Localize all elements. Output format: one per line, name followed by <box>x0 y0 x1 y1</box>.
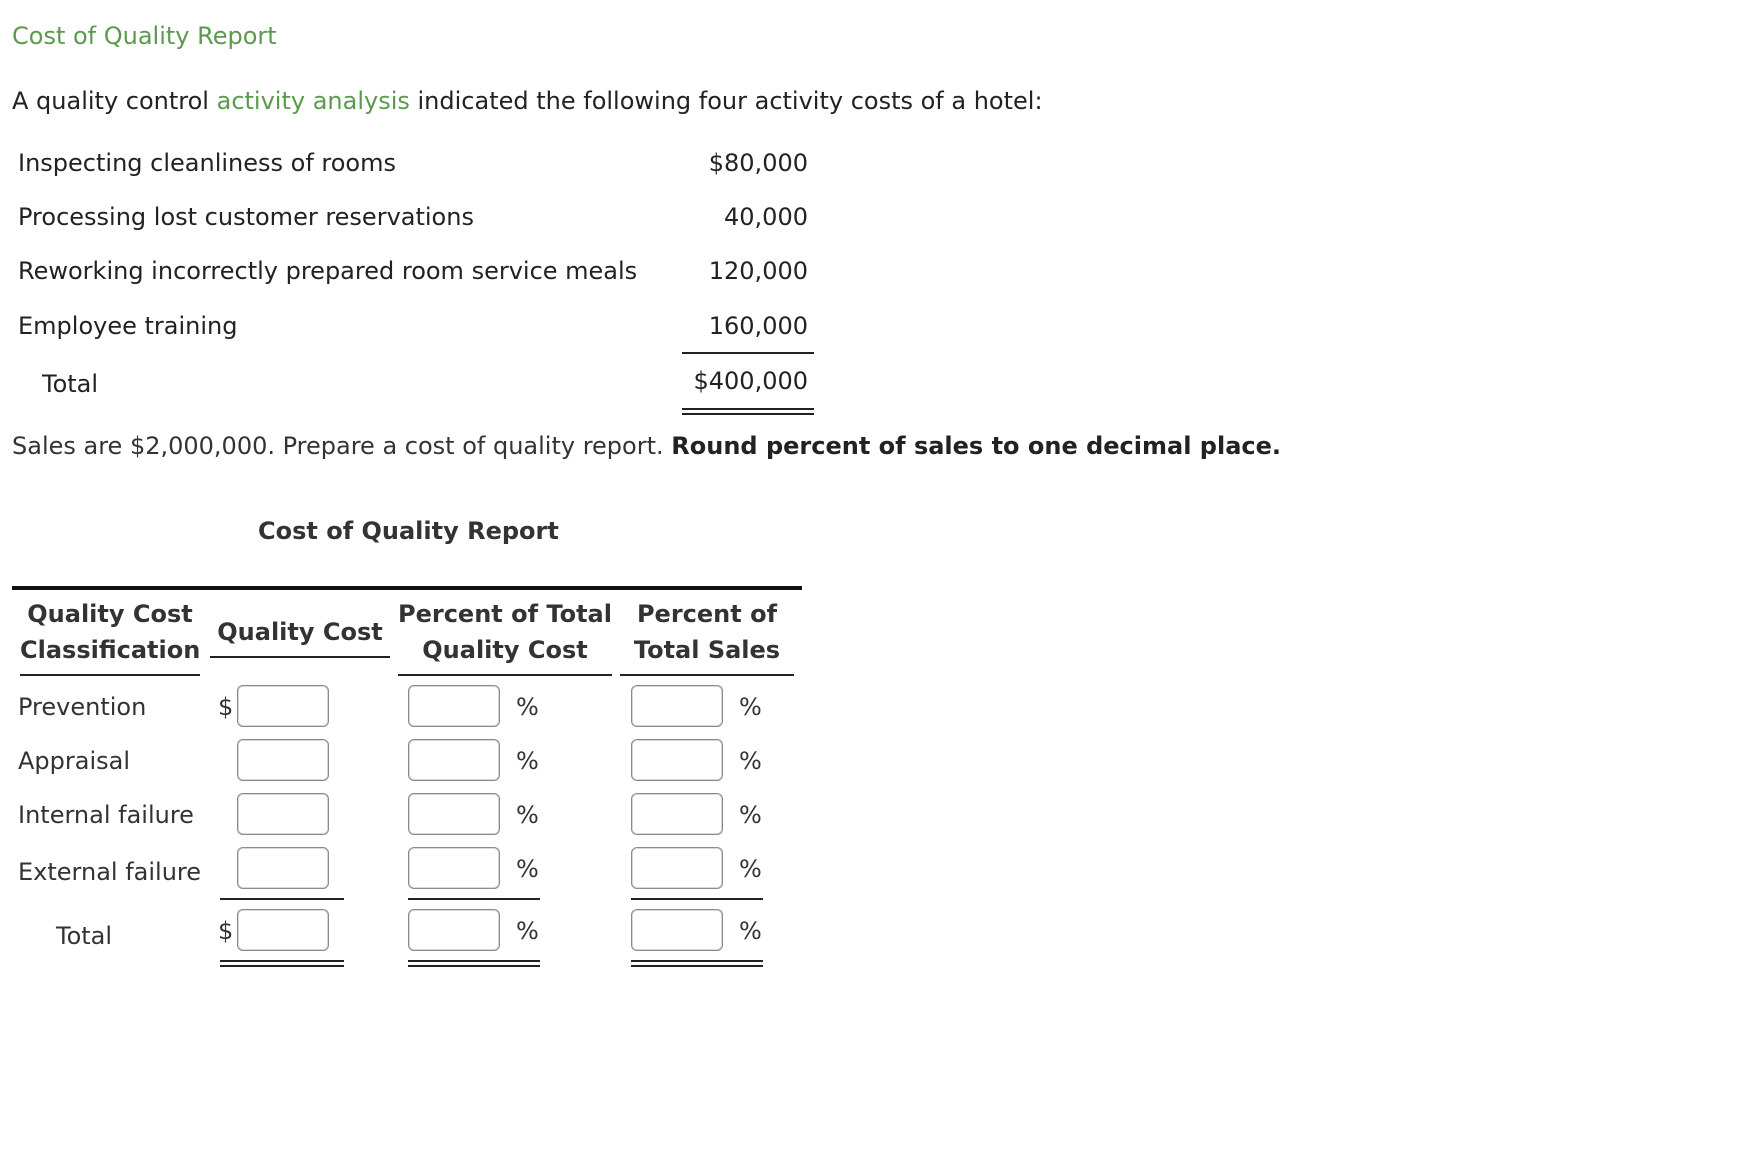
row-label-external-failure: External failure <box>18 858 202 886</box>
header-rule <box>398 674 612 676</box>
percent-symbol: % <box>739 693 762 721</box>
column-subtotal-rule <box>220 898 344 900</box>
percent-symbol: % <box>516 801 539 829</box>
intro-text-after: indicated the following four activity costs of a hotel: <box>409 87 1043 115</box>
currency-symbol: $ <box>218 693 234 721</box>
column-total-double-rule <box>408 960 540 967</box>
header-percent-total-line1: Percent of Total <box>398 600 612 628</box>
total-pct-sales-input[interactable] <box>631 909 723 951</box>
instructions-plain: Sales are $2,000,000. Prepare a cost of quality report. <box>12 432 672 460</box>
header-quality-cost: Quality Cost <box>217 618 383 646</box>
activity-label: Reworking incorrectly prepared room service meals <box>18 257 638 285</box>
external-failure-pct-sales-input[interactable] <box>631 847 723 889</box>
report-top-rule <box>12 586 802 590</box>
header-percent-total-line2: Quality Cost <box>422 636 588 664</box>
currency-symbol: $ <box>218 917 234 945</box>
external-failure-pct-total-input[interactable] <box>408 847 500 889</box>
activity-amount: $80,000 <box>708 149 808 177</box>
prevention-pct-total-input[interactable] <box>408 685 500 727</box>
column-subtotal-rule <box>408 898 540 900</box>
appraisal-quality-cost-input[interactable] <box>237 739 329 781</box>
activity-analysis-link[interactable]: activity analysis <box>216 87 410 115</box>
column-total-double-rule <box>220 960 344 967</box>
internal-failure-quality-cost-input[interactable] <box>237 793 329 835</box>
column-total-double-rule <box>631 960 763 967</box>
activity-amount: 40,000 <box>724 203 808 231</box>
activity-amount: 120,000 <box>708 257 808 285</box>
row-label-appraisal: Appraisal <box>18 747 131 775</box>
header-percent-sales <box>620 596 794 668</box>
total-double-rule <box>682 408 814 415</box>
activity-label: Employee training <box>18 312 238 340</box>
header-classification-line1: Quality Cost <box>27 600 193 628</box>
total-quality-cost-input[interactable] <box>237 909 329 951</box>
appraisal-pct-sales-input[interactable] <box>631 739 723 781</box>
report-title: Cost of Quality Report <box>258 517 559 545</box>
header-rule <box>20 674 200 676</box>
internal-failure-pct-total-input[interactable] <box>408 793 500 835</box>
header-percent-sales-line1: Percent of <box>636 600 778 628</box>
prevention-quality-cost-input[interactable] <box>237 685 329 727</box>
internal-failure-pct-sales-input[interactable] <box>631 793 723 835</box>
column-subtotal-rule <box>631 898 763 900</box>
percent-symbol: % <box>739 747 762 775</box>
activity-amount: 160,000 <box>708 312 808 340</box>
activity-label: Inspecting cleanliness of rooms <box>18 149 396 177</box>
header-percent-sales-line2: Total Sales <box>633 636 781 664</box>
percent-symbol: % <box>739 917 762 945</box>
header-rule <box>620 674 794 676</box>
subtotal-rule <box>682 352 814 354</box>
total-pct-total-input[interactable] <box>408 909 500 951</box>
row-label-internal-failure: Internal failure <box>18 801 194 829</box>
appraisal-pct-total-input[interactable] <box>408 739 500 781</box>
percent-symbol: % <box>739 801 762 829</box>
prevention-pct-sales-input[interactable] <box>631 685 723 727</box>
activity-label: Processing lost customer reservations <box>18 203 474 231</box>
cost-of-quality-report-link[interactable]: Cost of Quality Report <box>12 22 277 50</box>
row-label-total: Total <box>56 922 113 950</box>
percent-symbol: % <box>739 855 762 883</box>
activities-total-amount: $400,000 <box>693 367 808 395</box>
external-failure-quality-cost-input[interactable] <box>237 847 329 889</box>
header-percent-total <box>398 596 612 668</box>
percent-symbol: % <box>516 693 539 721</box>
header-rule <box>210 656 390 658</box>
percent-symbol: % <box>516 747 539 775</box>
intro-text-before: A quality control <box>12 87 217 115</box>
percent-symbol: % <box>516 855 539 883</box>
percent-symbol: % <box>516 917 539 945</box>
header-classification-line2: Classification <box>20 636 201 664</box>
instructions-text <box>12 432 1281 460</box>
intro-paragraph <box>12 87 1043 115</box>
header-classification <box>20 596 200 668</box>
activities-total-label: Total <box>42 370 99 398</box>
row-label-prevention: Prevention <box>18 693 147 721</box>
instructions-bold: Round percent of sales to one decimal place. <box>671 432 1282 460</box>
